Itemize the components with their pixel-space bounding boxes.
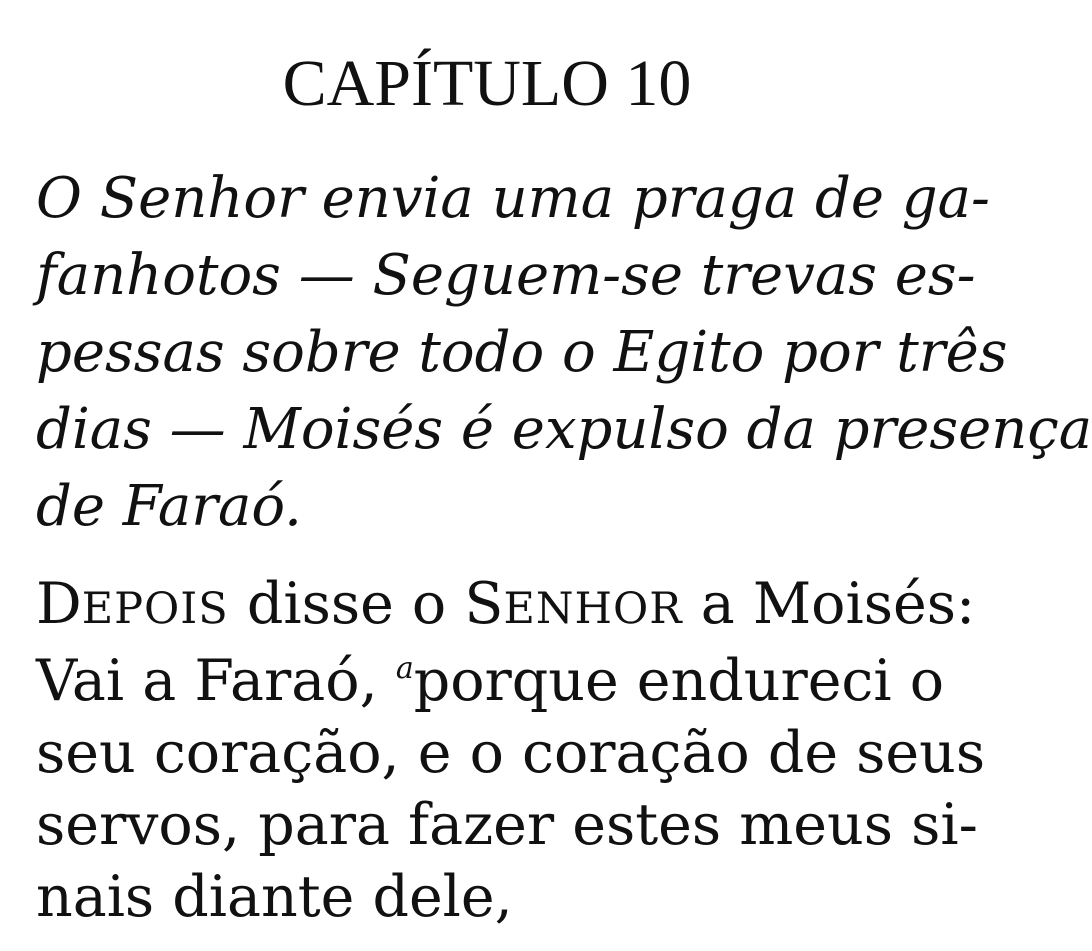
verse-line: seu coração, e o coração de seus [36, 720, 986, 786]
verse-text: a Moisés: [682, 571, 976, 637]
footnote-link[interactable]: a [395, 651, 414, 686]
chapter-summary [36, 160, 1092, 545]
verse-text: Vai a Faraó, [36, 648, 396, 714]
summary-line: pessas sobre todo o Egito por três [36, 320, 1008, 385]
dropword-initial: D [36, 571, 82, 637]
verse-text: disse o [228, 571, 465, 637]
summary-line: O Senhor envia uma praga de ga- [36, 166, 990, 231]
verse-line: nais diante dele, [36, 864, 513, 930]
lord-smallcaps: ENHOR [503, 584, 683, 634]
verse-text: porque endureci o [413, 648, 945, 714]
summary-line: de Faraó. [36, 474, 302, 539]
verse-line [36, 645, 945, 717]
chapter-title: CAPÍTULO 10 [282, 47, 692, 120]
verse-line [36, 568, 976, 645]
dropword-smallcaps: EPOIS [81, 584, 229, 634]
summary-line: fanhotos — Seguem-se trevas es- [36, 243, 976, 308]
verse-line: servos, para fazer estes meus si- [36, 792, 978, 858]
verse-1 [36, 568, 986, 933]
summary-line: dias — Moisés é expulso da presença [36, 397, 1092, 462]
lord-initial: S [464, 571, 504, 637]
